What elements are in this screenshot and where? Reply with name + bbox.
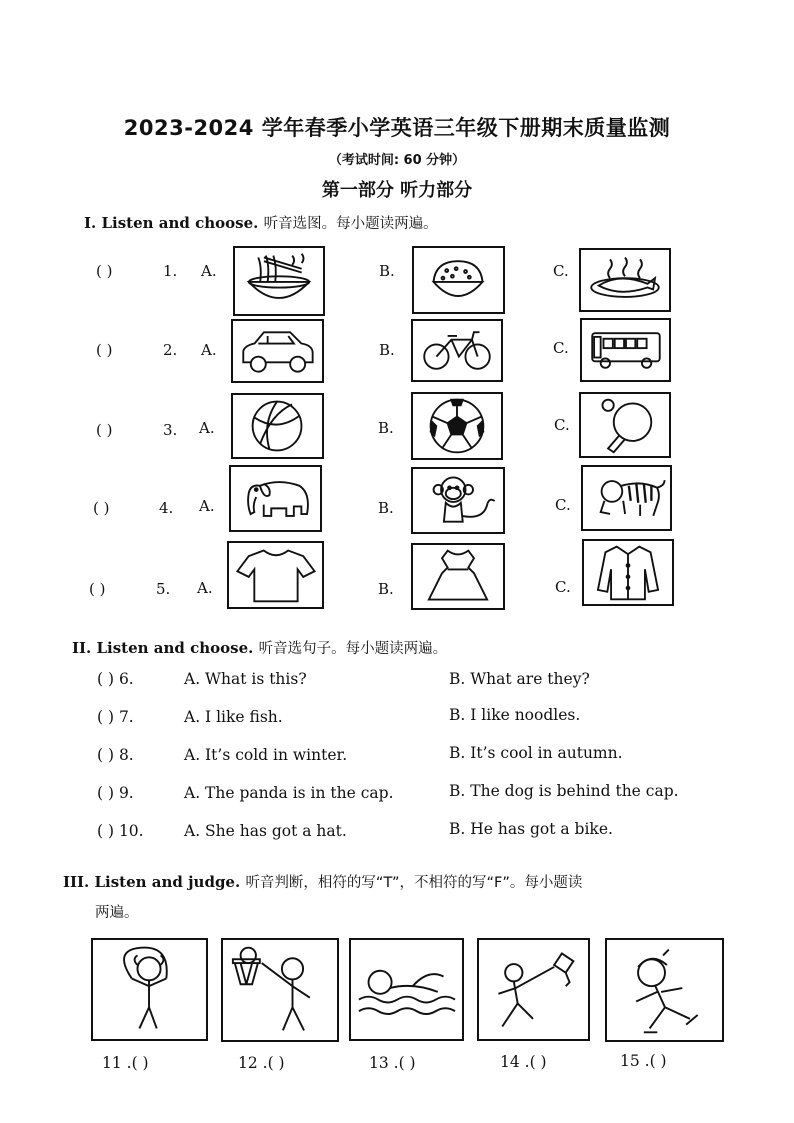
- basketball-picture[interactable]: [231, 393, 324, 459]
- question-number[interactable]: ( ) 10.: [97, 822, 144, 840]
- option-label-b: B.: [378, 580, 394, 598]
- option-a-text: A. She has got a hat.: [184, 822, 347, 840]
- option-a-text: A. The panda is in the cap.: [184, 784, 394, 802]
- answer-bracket[interactable]: ( ): [89, 580, 106, 598]
- judge-answer-11[interactable]: 11 .( ): [102, 1054, 149, 1072]
- option-label-b: B.: [379, 341, 395, 359]
- football-picture[interactable]: [411, 392, 503, 460]
- question-number: 1.: [163, 262, 178, 280]
- option-label-c: C.: [555, 496, 571, 514]
- car-picture[interactable]: [231, 319, 324, 383]
- option-label-a: A.: [201, 262, 217, 280]
- ping-pong-picture[interactable]: [579, 392, 671, 458]
- option-a-text: A. It’s cold in winter.: [184, 746, 348, 764]
- question-number: 5.: [156, 580, 171, 598]
- judge-answer-14[interactable]: 14 .( ): [500, 1053, 547, 1071]
- question-number[interactable]: ( ) 9.: [97, 784, 134, 802]
- option-b-text: B. The dog is behind the cap.: [449, 782, 679, 800]
- question-number[interactable]: ( ) 7.: [97, 708, 134, 726]
- option-b-text: B. He has got a bike.: [449, 820, 613, 838]
- judge-answer-15[interactable]: 15 .( ): [620, 1052, 667, 1070]
- part-heading: 第一部分 听力部分: [321, 180, 473, 201]
- exam-title: 2023-2024 学年春季小学英语三年级下册期末质量监测: [123, 116, 671, 140]
- kite-flying-picture[interactable]: [477, 938, 590, 1041]
- swimming-picture[interactable]: [349, 938, 464, 1041]
- option-label-b: B.: [378, 419, 394, 437]
- section3-heading: III. Listen and judge. 听音判断，相符的写“T”，不相符的写“F”。每小题读: [63, 873, 583, 891]
- option-a-text: A. What is this?: [184, 670, 307, 688]
- monkey-picture[interactable]: [411, 467, 505, 534]
- fish-dish-picture[interactable]: [579, 248, 671, 312]
- elephant-picture[interactable]: [229, 465, 322, 532]
- option-label-c: C.: [555, 578, 571, 596]
- skating-picture[interactable]: [605, 938, 724, 1042]
- exam-duration: （考试时间: 60 分钟）: [328, 153, 466, 168]
- question-number[interactable]: ( ) 8.: [97, 746, 134, 764]
- answer-bracket[interactable]: ( ): [96, 262, 113, 280]
- option-label-a: A.: [199, 419, 215, 437]
- option-label-a: A.: [201, 341, 217, 359]
- t-shirt-picture[interactable]: [227, 541, 324, 609]
- rice-picture[interactable]: [412, 246, 505, 314]
- section1-heading: I. Listen and choose. 听音选图。每小题读两遍。: [84, 214, 438, 232]
- option-label-c: C.: [553, 339, 569, 357]
- judge-answer-13[interactable]: 13 .( ): [369, 1054, 416, 1072]
- answer-bracket[interactable]: ( ): [96, 421, 113, 439]
- question-number: 4.: [159, 499, 174, 517]
- option-label-c: C.: [554, 416, 570, 434]
- jump-rope-picture[interactable]: [91, 938, 208, 1041]
- judge-answer-12[interactable]: 12 .( ): [238, 1054, 285, 1072]
- section3-heading-cont: 两遍。: [95, 905, 139, 921]
- option-label-a: A.: [197, 579, 213, 597]
- option-b-text: B. It’s cool in autumn.: [449, 744, 623, 762]
- option-label-b: B.: [379, 262, 395, 280]
- question-number[interactable]: ( ) 6.: [97, 670, 134, 688]
- tiger-picture[interactable]: [581, 465, 672, 531]
- shirt-picture[interactable]: [582, 539, 674, 606]
- question-number: 2.: [163, 341, 178, 359]
- option-b-text: B. What are they?: [449, 670, 590, 688]
- section2-heading: II. Listen and choose. 听音选句子。每小题读两遍。: [72, 639, 448, 657]
- option-label-b: B.: [378, 499, 394, 517]
- bus-picture[interactable]: [580, 318, 671, 382]
- dress-picture[interactable]: [411, 543, 505, 610]
- option-label-a: A.: [199, 497, 215, 515]
- option-b-text: B. I like noodles.: [449, 706, 581, 724]
- answer-bracket[interactable]: ( ): [93, 499, 110, 517]
- option-a-text: A. I like fish.: [184, 708, 283, 726]
- question-number: 3.: [163, 421, 178, 439]
- bike-picture[interactable]: [411, 319, 503, 382]
- option-label-c: C.: [553, 262, 569, 280]
- noodles-picture[interactable]: [233, 246, 325, 316]
- basketball-player-picture[interactable]: [221, 938, 339, 1042]
- answer-bracket[interactable]: ( ): [96, 341, 113, 359]
